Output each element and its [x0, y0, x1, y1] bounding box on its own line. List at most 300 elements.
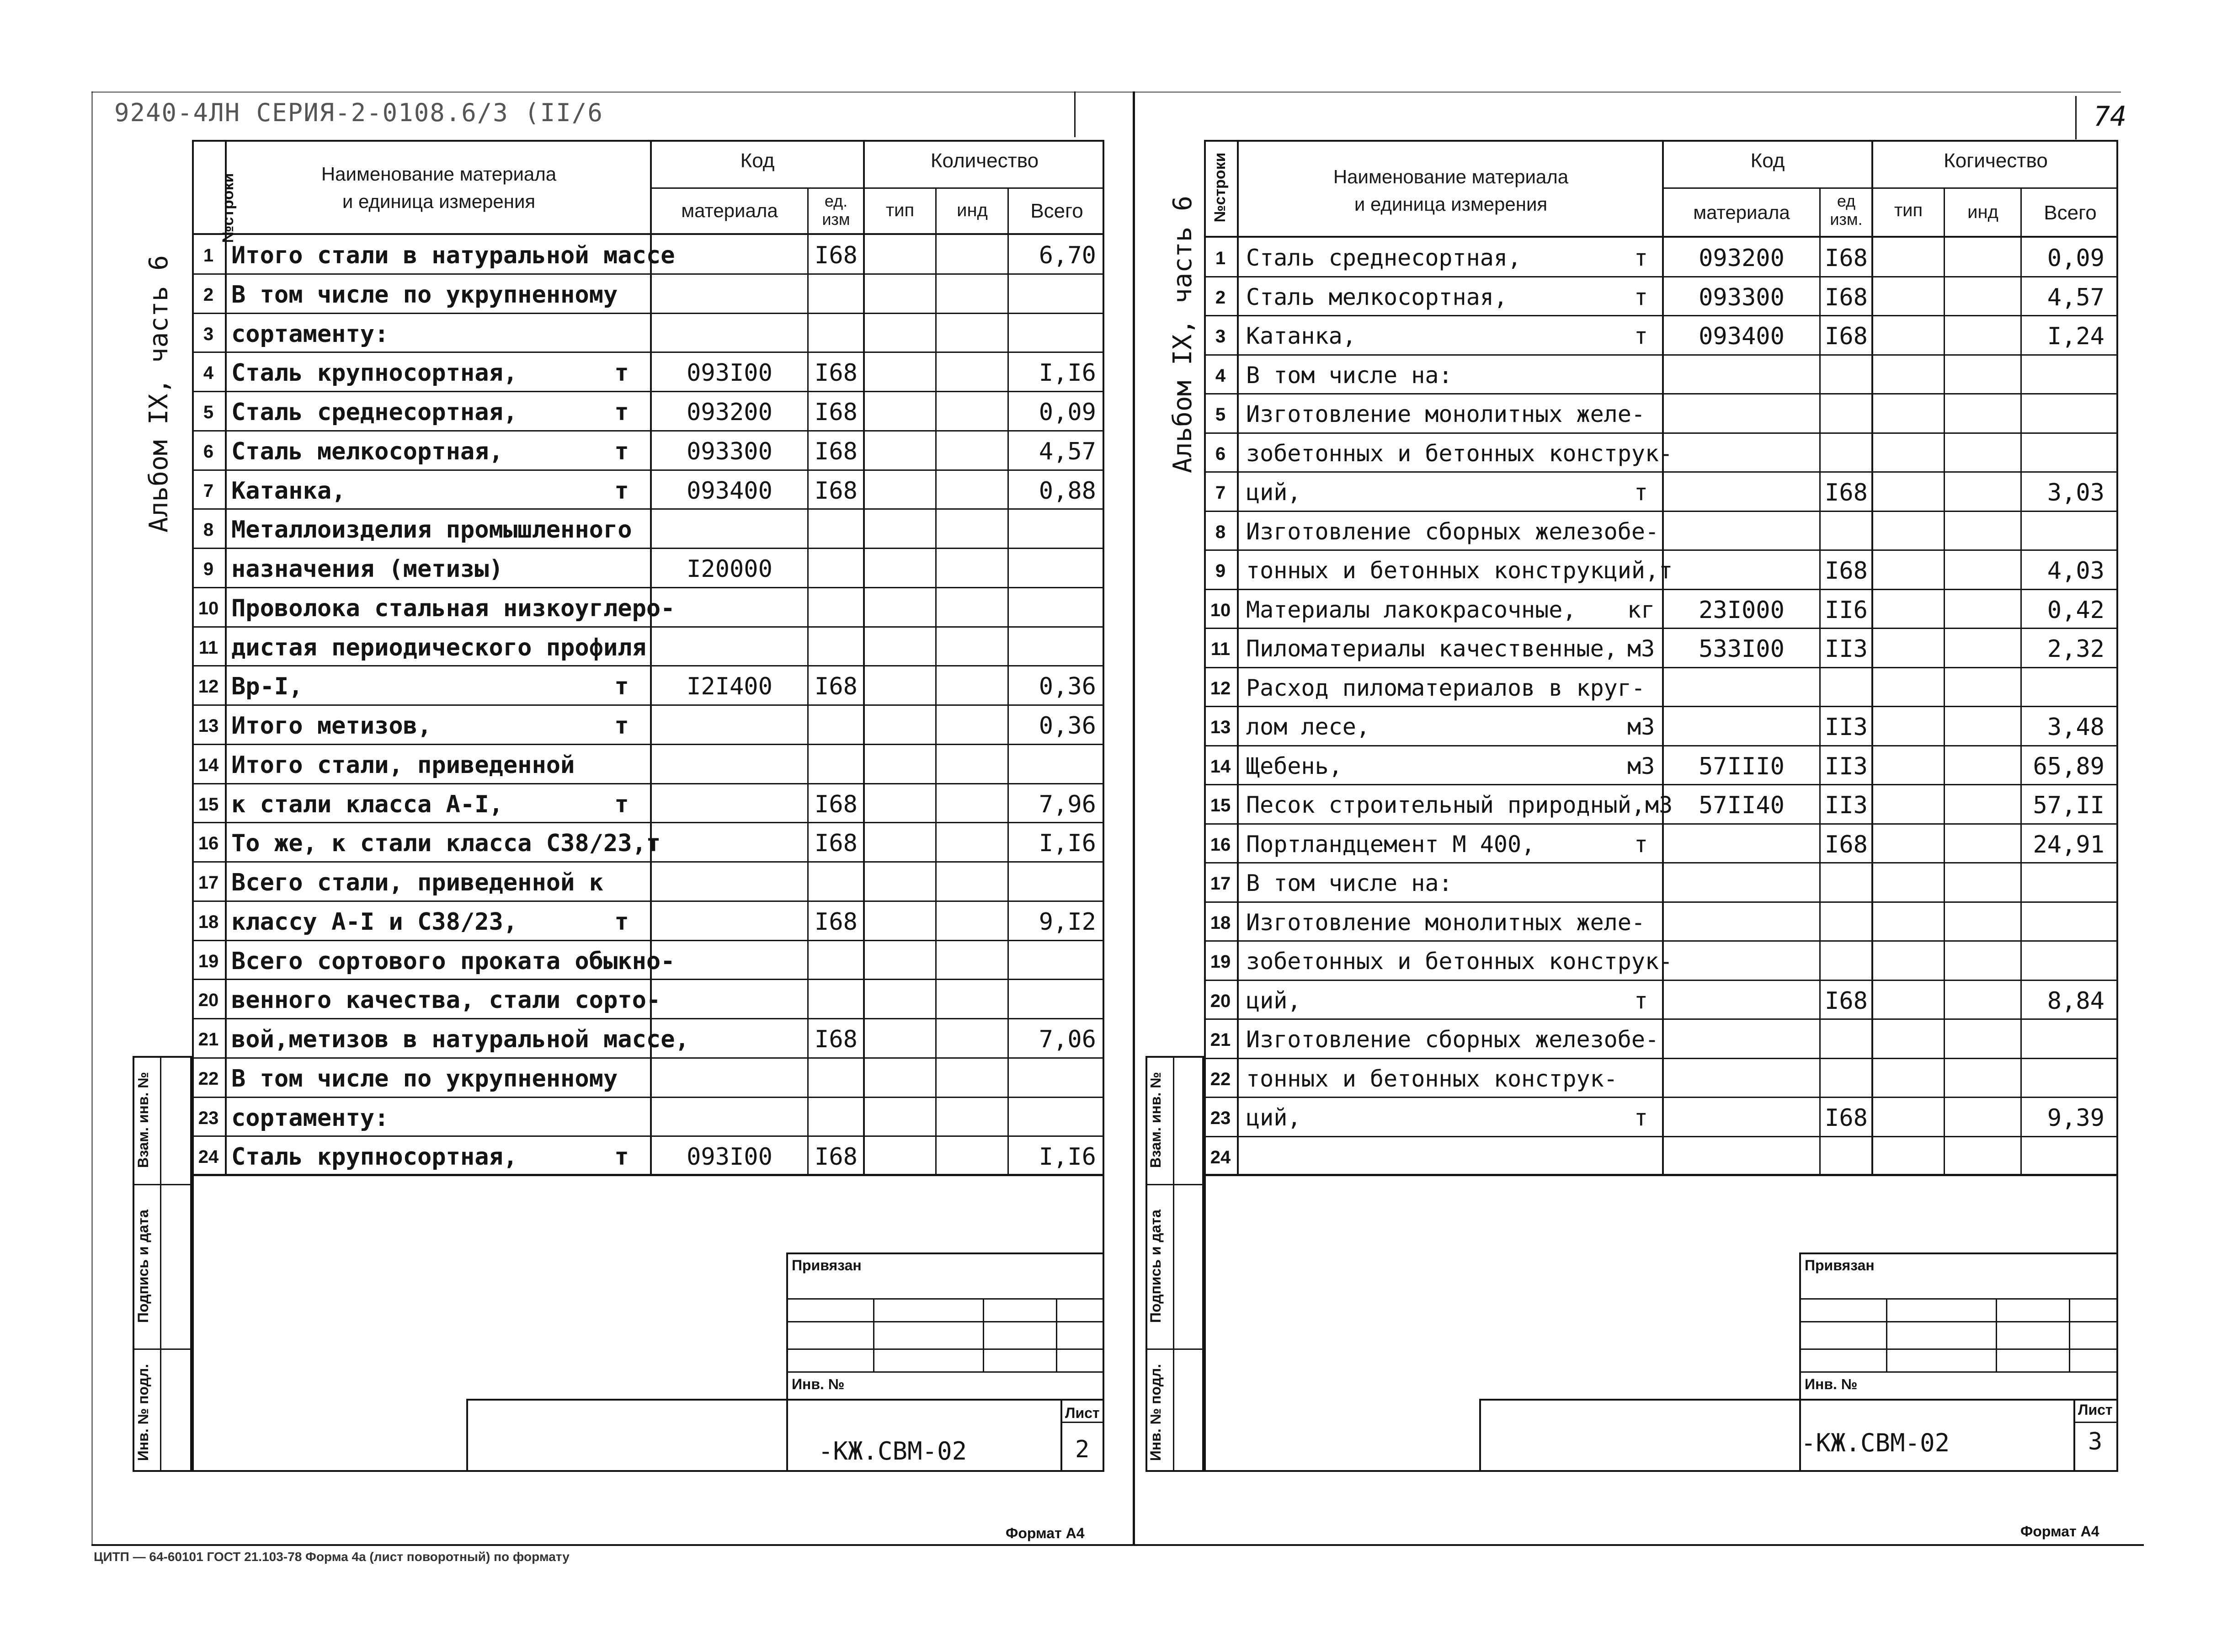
row-number: 19	[1210, 952, 1231, 972]
hline	[1145, 1184, 1204, 1185]
row-number: 3	[203, 324, 214, 344]
row-line	[1204, 1136, 2118, 1137]
material-name: вой,метизов в натуральной массе,	[231, 1026, 689, 1053]
bottom-print: ЦИТП — 64-60101 ГОСТ 21.103-78 Форма 4а (лист поворотный) по формату	[94, 1550, 570, 1564]
material-name: Изготовление сборных железобе-	[1246, 1026, 1659, 1053]
hline	[133, 1348, 192, 1350]
header-code-unit: ед изм.	[1830, 192, 1863, 229]
material-name: лом лесе,	[1246, 714, 1370, 740]
vline	[650, 140, 652, 1176]
header-total: Всего	[2044, 202, 2097, 224]
stamp-sheet-no: 3	[2088, 1428, 2103, 1455]
vline	[2073, 1399, 2075, 1472]
material-name: Расход пиломатериалов в круг-	[1246, 674, 1645, 701]
material-code: I20000	[687, 555, 773, 583]
header-type: тип	[885, 200, 915, 220]
total-value: 0,42	[2047, 596, 2104, 624]
material-code: 57II40	[1699, 792, 1785, 819]
row-line	[1204, 1097, 2118, 1098]
row-line	[192, 508, 1104, 510]
unit: т	[614, 437, 629, 465]
row-number: 18	[198, 911, 219, 932]
material-name: сортаменту:	[231, 1104, 389, 1132]
row-line	[192, 744, 1104, 745]
material-name: венного качества, стали сорто-	[231, 986, 661, 1014]
total-value: 4,57	[1039, 437, 1096, 465]
row-line	[192, 1018, 1104, 1019]
unit-code: I68	[815, 908, 858, 936]
material-name: Песок строительный природный,м3	[1246, 792, 1673, 818]
vline	[863, 140, 865, 1176]
vline	[1886, 1298, 1887, 1371]
unit-code: I68	[1825, 245, 1868, 272]
material-name: Катанка,	[1246, 323, 1356, 349]
row-number: 17	[1210, 874, 1231, 894]
material-code: 093400	[1699, 323, 1785, 350]
hline	[786, 1371, 1104, 1373]
hline	[650, 187, 1104, 189]
row-number: 22	[198, 1068, 219, 1089]
material-name: Сталь крупносортная,	[231, 1143, 518, 1171]
total-value: 9,I2	[1039, 908, 1096, 936]
material-name: Итого метизов,	[231, 712, 432, 740]
material-name: Сталь крупносортная,	[231, 359, 518, 387]
unit: т	[614, 790, 629, 818]
row-line	[1204, 393, 2118, 394]
material-name: Сталь среднесортная,	[231, 399, 518, 426]
header-type: тип	[1894, 200, 1923, 220]
material-name: Металлоизделия промышленного	[231, 516, 632, 544]
row-number: 21	[198, 1029, 219, 1050]
vline	[1173, 1056, 1174, 1472]
row-number: 5	[203, 402, 214, 422]
material-name: Сталь среднесортная,	[1246, 245, 1522, 271]
vline	[935, 187, 937, 1176]
header-code-material: материала	[681, 200, 778, 221]
row-number: 8	[203, 520, 214, 540]
row-number: 4	[203, 363, 214, 384]
vline	[1819, 187, 1821, 1176]
material-name: Катанка,	[231, 477, 346, 505]
material-name: дистая периодического профиля	[231, 634, 646, 661]
row-number: 5	[1215, 405, 1226, 425]
unit: т	[1634, 831, 1648, 858]
stamp-privyazan: Привязан	[1805, 1257, 1875, 1274]
unit: м3	[1627, 752, 1655, 779]
material-name: сортаменту:	[231, 320, 389, 348]
material-code: 57III0	[1699, 752, 1785, 780]
hline	[1799, 1371, 2118, 1373]
row-line	[1204, 784, 2118, 785]
frame-line	[91, 91, 93, 1545]
material-name: В том числе по укрупненному	[231, 281, 618, 309]
unit-code: I68	[1825, 1104, 1868, 1132]
material-name: к стали класса А-I,	[231, 790, 503, 818]
material-code: 093300	[1699, 283, 1785, 311]
format-label-right: Формат А4	[2020, 1523, 2099, 1540]
material-name: Вр-I,	[231, 673, 303, 701]
total-value: 24,91	[2033, 831, 2104, 858]
material-name: Материалы лакокрасочные,	[1246, 596, 1577, 623]
row-line	[192, 861, 1104, 863]
unit-code: I68	[815, 1143, 858, 1171]
row-line	[1204, 862, 2118, 863]
row-line	[1204, 549, 2118, 551]
total-value: 7,06	[1039, 1026, 1096, 1053]
row-line	[1204, 589, 2118, 590]
total-value: 6,70	[1039, 242, 1096, 269]
unit: т	[614, 399, 629, 426]
material-name: Портландцемент М 400,	[1246, 831, 1535, 858]
material-name: Всего сортового проката обыкно-	[231, 947, 675, 975]
row-number: 17	[198, 873, 219, 893]
total-value: 65,89	[2033, 752, 2104, 780]
hline	[1799, 1321, 2118, 1322]
row-number: 15	[1210, 795, 1231, 815]
hline	[192, 233, 1104, 235]
row-number: 20	[198, 990, 219, 1011]
row-line	[192, 979, 1104, 980]
unit-code: II3	[1825, 714, 1868, 741]
row-number: 3	[1215, 326, 1226, 346]
hline	[1204, 236, 2118, 238]
unit: т	[614, 359, 629, 387]
unit-code: I68	[1825, 831, 1868, 858]
material-name: В том числе на:	[1246, 362, 1453, 389]
material-name: Проволока стальная низкоуглеро-	[231, 594, 675, 622]
unit: т	[614, 477, 629, 505]
row-line	[1204, 1018, 2118, 1020]
row-line	[1204, 471, 2118, 473]
row-line	[192, 1097, 1104, 1098]
row-line	[192, 430, 1104, 432]
material-name: Сталь мелкосортная,	[1246, 283, 1508, 310]
right-title-block	[1479, 1399, 2118, 1472]
header-name: Наименование материала	[321, 163, 557, 185]
row-number: 20	[1210, 991, 1231, 1011]
row-number: 10	[198, 598, 219, 618]
total-value: 9,39	[2047, 1104, 2104, 1132]
hline	[1145, 1348, 1204, 1350]
vline	[1871, 140, 1873, 1176]
vline	[1996, 1298, 1997, 1371]
row-number: 2	[1215, 287, 1226, 308]
left-title-block	[466, 1399, 1104, 1472]
header-ind: инд	[1967, 202, 1998, 222]
material-code: 093I00	[687, 1143, 773, 1171]
side-label-signature: Подпись и дата	[1147, 1210, 1164, 1323]
row-number: 12	[198, 677, 219, 697]
total-value: I,I6	[1039, 359, 1096, 387]
header-code: 9240-4ЛН СЕРИЯ-2-0108.6/3 (II/6	[114, 98, 603, 127]
row-line	[1204, 432, 2118, 434]
material-name: тонных и бетонных конструкций,т	[1246, 557, 1673, 584]
row-number: 24	[1210, 1147, 1231, 1167]
row-number: 11	[1210, 639, 1231, 659]
row-line	[192, 548, 1104, 549]
stamp-doc-code: -КЖ.СВМ-02	[1801, 1428, 1950, 1457]
row-number: 16	[198, 833, 219, 854]
row-line	[192, 704, 1104, 706]
unit-code: II3	[1825, 752, 1868, 780]
material-name: ций,	[1246, 1104, 1301, 1131]
side-label-inv-podl: Инв. № подл.	[135, 1364, 151, 1461]
row-number: 6	[203, 441, 214, 462]
row-number: 14	[198, 755, 219, 775]
row-number: 19	[198, 951, 219, 971]
row-line	[192, 587, 1104, 588]
material-code: 23I000	[1699, 596, 1785, 624]
vline	[2020, 187, 2022, 1176]
total-value: I,I6	[1039, 830, 1096, 858]
row-line	[1204, 628, 2118, 629]
vline	[1237, 140, 1239, 1176]
unit-code: I68	[1825, 323, 1868, 350]
material-code: 533I00	[1699, 635, 1785, 663]
row-number: 9	[1215, 561, 1226, 581]
row-line	[1204, 940, 2118, 942]
row-number: 8	[1215, 522, 1226, 542]
material-name: Итого стали в натуральной массе	[231, 242, 675, 269]
unit: м3	[1627, 635, 1655, 662]
unit-code: I68	[1825, 987, 1868, 1015]
unit-code: I68	[1825, 557, 1868, 585]
row-line	[1204, 1058, 2118, 1059]
material-name: Изготовление монолитных желе-	[1246, 909, 1645, 936]
unit: м3	[1627, 714, 1655, 740]
material-code: 093400	[687, 477, 773, 505]
total-value: 0,09	[2047, 245, 2104, 272]
total-value: 0,36	[1039, 673, 1096, 701]
row-number: 1	[1215, 248, 1226, 268]
material-name: Изготовление сборных железобе-	[1246, 518, 1659, 545]
unit: т	[1634, 245, 1648, 271]
material-name: ций,	[1246, 479, 1301, 506]
stamp-inv-no: Инв. №	[792, 1376, 845, 1392]
row-line	[192, 1135, 1104, 1137]
header-quantity: Количество	[930, 149, 1039, 172]
row-line	[1204, 745, 2118, 746]
stamp-sheet-label: Лист	[1065, 1405, 1100, 1421]
vline	[160, 1056, 161, 1472]
row-number: 21	[1210, 1030, 1231, 1050]
row-number: 15	[198, 794, 219, 815]
unit-code: I68	[1825, 283, 1868, 311]
header-name: Наименование материала	[1333, 166, 1569, 187]
row-number: 2	[203, 284, 214, 305]
material-name: зобетонных и бетонных конструк-	[1246, 440, 1673, 467]
row-number: 24	[198, 1147, 219, 1167]
total-value: 3,03	[2047, 479, 2104, 506]
unit: т	[614, 712, 629, 740]
vline	[1056, 1298, 1057, 1371]
vline	[1007, 187, 1009, 1176]
page-number: 74	[2094, 101, 2127, 133]
material-name: В том числе по укрупненному	[231, 1065, 618, 1092]
header-code-material: материала	[1693, 202, 1790, 223]
material-name: зобетонных и бетонных конструк-	[1246, 948, 1673, 975]
header-row-no: №строки	[219, 173, 237, 243]
unit-code: I68	[815, 477, 858, 505]
unit-code: I68	[1825, 479, 1868, 506]
total-value: 7,96	[1039, 790, 1096, 818]
hline	[1060, 1422, 1104, 1423]
vline	[1944, 187, 1945, 1176]
unit-code: I68	[815, 359, 858, 387]
material-code: 093I00	[687, 359, 773, 387]
frame-bottom-line	[91, 1544, 2144, 1546]
hline	[1662, 187, 2118, 189]
row-line	[192, 783, 1104, 784]
vline	[983, 1298, 984, 1371]
row-line	[1204, 823, 2118, 825]
frame-line	[91, 91, 2121, 93]
header-code: Код	[740, 149, 775, 172]
row-number: 16	[1210, 834, 1231, 855]
row-number: 13	[198, 716, 219, 736]
unit: т	[1634, 987, 1648, 1014]
total-value: I,24	[2047, 323, 2104, 350]
unit: т	[614, 908, 629, 936]
row-line	[192, 469, 1104, 471]
unit: т	[614, 1143, 629, 1171]
material-name: Изготовление монолитных желе-	[1246, 401, 1645, 427]
row-line	[192, 352, 1104, 353]
unit-code: I68	[815, 1026, 858, 1053]
unit-code: I68	[815, 830, 858, 858]
row-number: 18	[1210, 912, 1231, 933]
row-line	[1204, 667, 2118, 668]
row-line	[192, 273, 1104, 275]
stamp-privyazan: Привязан	[792, 1257, 862, 1274]
unit-code: II3	[1825, 792, 1868, 819]
side-label-inv-podl: Инв. № подл.	[1147, 1364, 1164, 1461]
album-label-right: Альбом IX, часть 6	[1168, 196, 1198, 473]
row-line	[192, 1057, 1104, 1059]
row-number: 13	[1210, 717, 1231, 737]
vline	[2069, 1298, 2070, 1371]
header-row-no: №строки	[1211, 152, 1229, 223]
row-number: 23	[198, 1108, 219, 1128]
material-name: назначения (метизы)	[231, 555, 503, 583]
vline	[807, 187, 809, 1176]
material-name: Итого стали, приведенной	[231, 751, 575, 779]
frame-line	[1074, 91, 1076, 137]
row-number: 14	[1210, 756, 1231, 777]
unit-code: I68	[815, 437, 858, 465]
total-value: 8,84	[2047, 987, 2104, 1015]
unit: т	[1634, 479, 1648, 506]
row-line	[1204, 276, 2118, 277]
total-value: 4,03	[2047, 557, 2104, 585]
row-number: 11	[198, 637, 218, 658]
total-value: I,I6	[1039, 1143, 1096, 1171]
unit: кг	[1627, 596, 1655, 623]
material-name: классу А-I и С38/23,	[231, 908, 518, 936]
material-code: I2I400	[687, 673, 773, 701]
row-line	[1204, 706, 2118, 707]
unit-code: I68	[815, 399, 858, 426]
unit: т	[1634, 283, 1648, 310]
header-total: Всего	[1030, 200, 1083, 222]
total-value: 2,32	[2047, 635, 2104, 663]
row-line	[192, 901, 1104, 902]
stamp-inv-no: Инв. №	[1805, 1376, 1858, 1392]
hline	[1799, 1348, 2118, 1350]
row-line	[192, 391, 1104, 392]
row-line	[1204, 980, 2118, 981]
header-name-sub: и единица измерения	[1354, 193, 1548, 215]
header-code: Код	[1750, 149, 1785, 172]
vline	[225, 140, 227, 1176]
material-code: 093200	[1699, 245, 1785, 272]
total-value: 4,57	[2047, 283, 2104, 311]
material-name: То же, к стали класса С38/23,т	[231, 830, 661, 858]
material-name: Щебень,	[1246, 752, 1343, 779]
row-line	[192, 626, 1104, 628]
album-label-left: Альбом IX, часть 6	[144, 255, 174, 533]
row-number: 7	[1215, 483, 1226, 503]
material-name: Сталь мелкосортная,	[231, 437, 503, 465]
row-line	[1204, 354, 2118, 356]
total-value: 0,09	[1039, 399, 1096, 426]
unit-code: II6	[1825, 596, 1868, 624]
total-value: 0,88	[1039, 477, 1096, 505]
unit: т	[1634, 323, 1648, 349]
row-number: 22	[1210, 1069, 1231, 1089]
unit: т	[614, 673, 629, 701]
header-quantity: Когичество	[1944, 149, 2048, 172]
hline	[1799, 1298, 2118, 1300]
hline	[2073, 1422, 2118, 1423]
total-value: 57,II	[2033, 792, 2104, 819]
material-name: ций,	[1246, 987, 1301, 1014]
row-number: 6	[1215, 443, 1226, 464]
hline	[133, 1184, 192, 1185]
unit-code: I68	[815, 673, 858, 701]
material-code: 093300	[687, 437, 773, 465]
row-line	[192, 940, 1104, 941]
unit-code: I68	[815, 242, 858, 269]
material-code: 093200	[687, 399, 773, 426]
row-line	[1204, 511, 2118, 512]
row-number: 9	[203, 559, 214, 579]
row-number: 23	[1210, 1108, 1231, 1128]
sheet-divider	[1133, 91, 1135, 1545]
row-line	[1204, 315, 2118, 316]
vline	[1060, 1399, 1062, 1472]
row-number: 12	[1210, 678, 1231, 698]
material-name: Всего стали, приведенной к	[231, 869, 603, 896]
side-label-vzam-inv: Взам. инв. №	[1147, 1072, 1164, 1168]
row-line	[192, 822, 1104, 823]
side-label-vzam-inv: Взам. инв. №	[135, 1072, 151, 1168]
row-line	[1204, 901, 2118, 903]
row-line	[192, 665, 1104, 666]
stamp-sheet-label: Лист	[2078, 1402, 2113, 1418]
row-line	[192, 313, 1104, 314]
side-label-signature: Подпись и дата	[135, 1210, 151, 1323]
stamp-doc-code: -КЖ.СВМ-02	[818, 1437, 967, 1465]
format-label-left: Формат А4	[1006, 1525, 1085, 1541]
material-name: В том числе на:	[1246, 870, 1453, 896]
unit-code: II3	[1825, 635, 1868, 663]
header-name-sub: и единица измерения	[342, 191, 536, 212]
material-name: тонных и бетонных конструк-	[1246, 1065, 1618, 1092]
row-number: 10	[1210, 600, 1231, 620]
unit-code: I68	[815, 790, 858, 818]
header-code-unit: ед. изм	[822, 192, 850, 229]
